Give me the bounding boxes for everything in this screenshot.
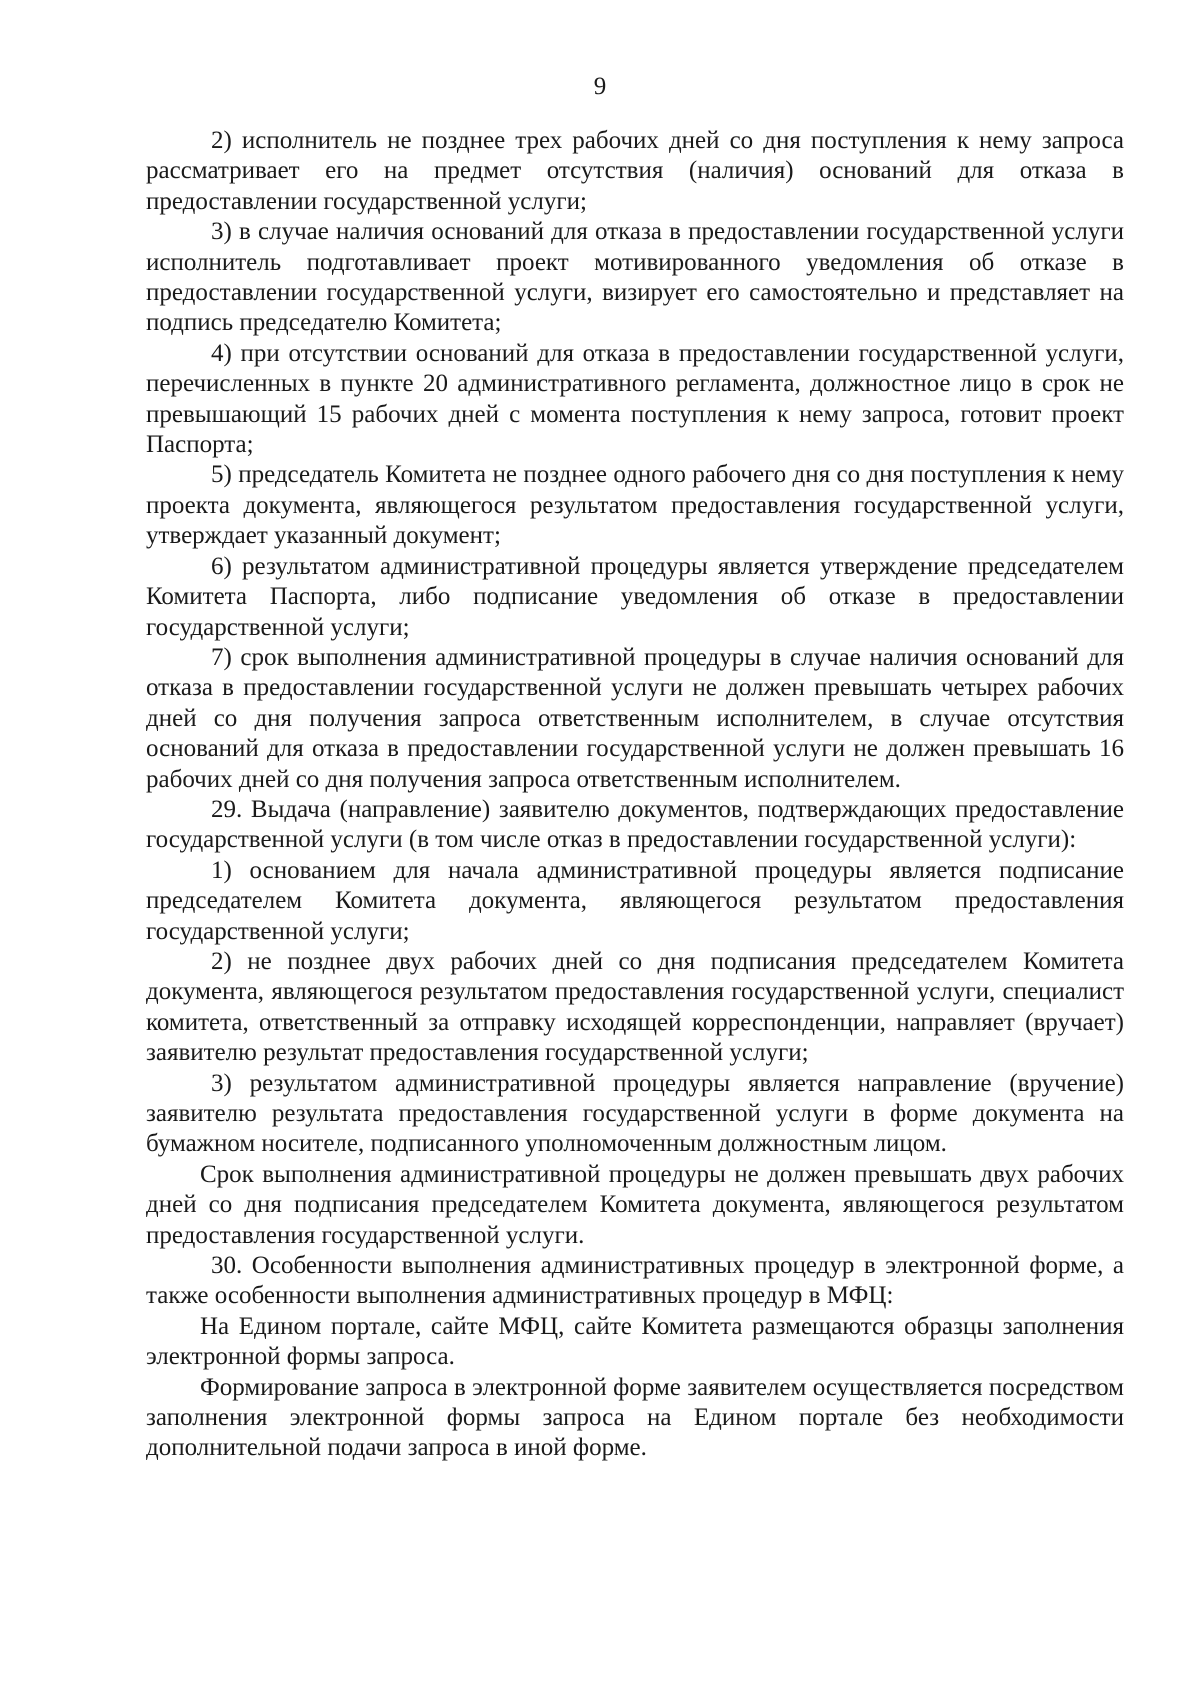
paragraph-30-request-forming: Формирование запроса в электронной форме заявителем осуществляется посредством заполнения электронной формы запроса на Едином портале без необходимости дополнительной подачи запроса в иной форме. xyxy=(146,1373,1124,1462)
paragraph-item-4-passport-draft: 4) при отсутствии оснований для отказа в предоставлении государственной услуги, перечисленных в пункте 20 административного регламента, должностное лицо в срок не превышающий 15 рабочих дней с момента поступления к нему запроса, готовит проект Паспорта; xyxy=(146,339,1124,459)
paragraph-29-deadline: Срок выполнения административной процедуры не должен превышать двух рабочих дней со дня подписания председателем Комитета документа, являющегося результатом предоставления государственной услуги. xyxy=(146,1160,1124,1249)
paragraph-item-7-deadline: 7) срок выполнения административной процедуры в случае наличия оснований для отказа в предоставлении государственной услуги не должен превышать четырех рабочих дней со дня получения запроса ответственным исполнителем, в случае отсутствия оснований для отказа в предоставлении государственной услуги не должен превышать 16 рабочих дней со дня получения запроса ответственным исполнителем. xyxy=(146,643,1124,793)
paragraph-29-item-2: 2) не позднее двух рабочих дней со дня подписания председателем Комитета документа, являющегося результатом предоставления государственной услуги, специалист комитета, ответственный за отправку исходящей корреспонденции, направляет (вручает) заявителю результат предоставления государственной услуги; xyxy=(146,947,1124,1067)
page-number: 9 xyxy=(593,73,607,100)
paragraph-item-5-approval: 5) председатель Комитета не позднее одного рабочего дня со дня поступления к нему проекта документа, являющегося результатом предоставления государственной услуги, утверждает указанный документ; xyxy=(146,461,1124,550)
paragraph-item-2-review: 2) исполнитель не позднее трех рабочих дней со дня поступления к нему запроса рассматривает его на предмет отсутствия (наличия) оснований для отказа в предоставлении государственной услуги; xyxy=(146,127,1124,215)
paragraph-29-item-1: 1) основанием для начала административной процедуры является подписание председателем Комитета документа, являющегося результатом предоставления государственной услуги; xyxy=(146,856,1124,945)
paragraph-section-30: 30. Особенности выполнения административных процедур в электронной форме, а также особенности выполнения административных процедур в МФЦ: xyxy=(146,1252,1124,1310)
paragraph-30-samples: На Едином портале, сайте МФЦ, сайте Комитета размещаются образцы заполнения электронной формы запроса. xyxy=(146,1312,1124,1371)
paragraph-item-6-result: 6) результатом административной процедуры является утверждение председателем Комитета Паспорта, либо подписание уведомления об отказе в предоставлении государственной услуги; xyxy=(146,552,1124,641)
paragraph-section-29: 29. Выдача (направление) заявителю документов, подтверждающих предоставление государственной услуги (в том числе отказ в предоставлении государственной услуги): xyxy=(146,795,1124,854)
document-body xyxy=(146,126,1124,1464)
paragraph-item-3-refusal-draft: 3) в случае наличия оснований для отказа в предоставлении государственной услуги исполнитель подготавливает проект мотивированного уведомления об отказе в предоставлении государственной услуги, визирует его самостоятельно и представляет на подпись председателю Комитета; xyxy=(146,218,1124,337)
paragraph-29-item-3: 3) результатом административной процедуры является направление (вручение) заявителю результата предоставления государственной услуги в форме документа на бумажном носителе, подписанного уполномоченным должностным лицом. xyxy=(146,1069,1124,1158)
